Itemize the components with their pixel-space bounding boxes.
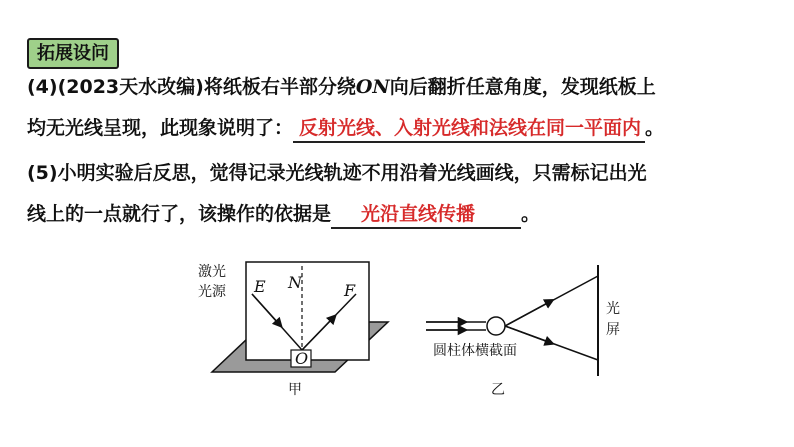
screen-label-2: 屏: [606, 322, 620, 338]
outgoing-arrow-top: [505, 301, 551, 326]
section-tag: 拓展设问: [27, 38, 119, 69]
question-4-text-b: 向后翻折任意角度，发现纸板上: [389, 76, 656, 98]
label-f: F: [344, 281, 356, 300]
caption-yi: 乙: [491, 382, 505, 398]
question-4-line-2-text: 均无光线呈现，此现象说明了：: [27, 117, 294, 139]
figure-yi: [426, 265, 620, 398]
question-4-text-a: 将纸板右半部分绕: [203, 76, 356, 98]
question-4-end: 。: [645, 117, 665, 139]
question-5-end: 。: [521, 203, 541, 225]
question-4-answer: 反射光线、入射光线和法线在同一平面内: [293, 115, 645, 143]
laser-label-2: 光源: [198, 284, 226, 300]
line-on-label: ON: [355, 76, 390, 98]
caption-jia: 甲: [288, 382, 302, 398]
cylinder-cross-section: [487, 317, 505, 335]
question-5-answer: 光沿直线传播: [331, 201, 521, 229]
laser-label-1: 激光: [198, 264, 226, 280]
outgoing-arrow-bottom: [505, 326, 551, 343]
cylinder-label: 圆柱体横截面: [433, 343, 517, 359]
label-n: N: [288, 273, 302, 292]
screen-label-1: 光: [606, 301, 620, 317]
label-e: E: [254, 277, 266, 296]
figure-jia: [198, 262, 388, 398]
label-o: O: [295, 349, 309, 368]
question-5-line-1: (5)小明实验后反思，觉得记录光线轨迹不用沿着光线画线，只需标记出光: [27, 162, 647, 184]
question-4-prefix: (4)(2023天水改编): [27, 76, 204, 98]
question-5-line-2-text: 线上的一点就行了，该操作的依据是: [27, 203, 332, 225]
